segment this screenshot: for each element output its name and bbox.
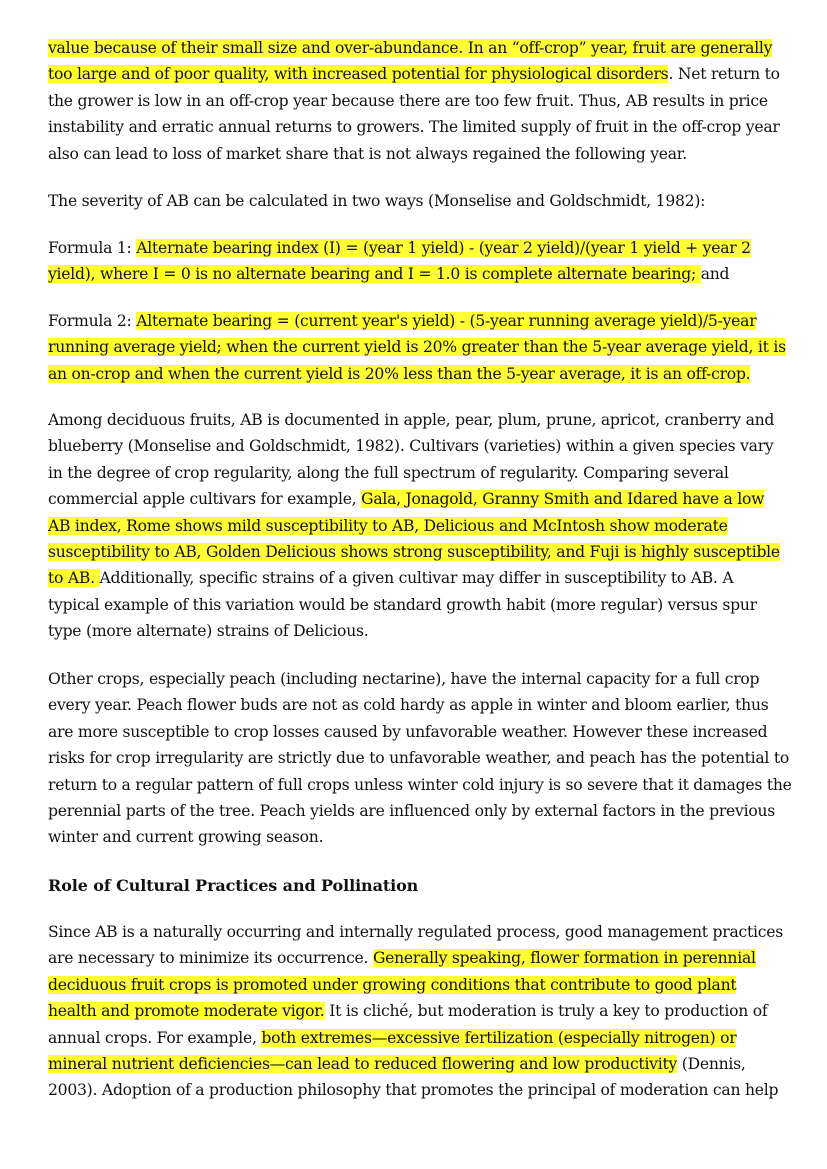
text-run: The severity of AB can be calculated in two ways (Monselise and Goldschmidt, 1982): (48, 192, 706, 210)
paragraph-line (48, 487, 764, 511)
text-run: return to a regular pattern of full crops unless winter cold injury is so severe that it damages the (48, 775, 792, 794)
paragraph-line (48, 720, 767, 744)
text-run: perennial parts of the tree. Peach yields are influenced only by external factors in the previous (48, 802, 775, 820)
paragraph-line (48, 434, 774, 458)
highlighted-text: value because of their small size and over-abundance. In an “off-crop” year, fruit are generally (48, 39, 773, 57)
highlighted-text: running average yield; when the current yield is 20% greater than the 5-year average yield, it is (48, 338, 786, 357)
text-run: are necessary to minimize its occurrence. (48, 949, 373, 968)
paragraph-line (48, 1078, 778, 1102)
paragraph-line (48, 189, 705, 213)
text-run: typical example of this variation would be standard growth habit (more regular) versus spur (48, 595, 757, 614)
highlighted-text: deciduous fruit crops is promoted under growing conditions that contribute to good plant (48, 975, 737, 994)
text-run: the grower is low in an off-crop year because there are too few fruit. Thus, AB results in price (48, 91, 768, 110)
paragraph-line (48, 62, 780, 86)
paragraph-line (48, 236, 751, 260)
paragraph-line (48, 1026, 736, 1050)
paragraph-line (48, 408, 774, 432)
paragraph-line (48, 799, 775, 823)
paragraph-line (48, 362, 750, 386)
paragraph-line (48, 825, 323, 849)
paragraph-line (48, 667, 759, 691)
text-run: Formula 1: (48, 239, 137, 257)
text-run: commercial apple cultivars for example, (48, 490, 362, 509)
text-run: and (700, 265, 730, 284)
highlighted-text: too large and of poor quality, with increased potential for physiological disorders (48, 65, 669, 84)
paragraph-line (48, 115, 780, 139)
text-run: Formula 2: (48, 312, 137, 330)
text-run: (Dennis, (677, 1055, 746, 1073)
paragraph-line (48, 461, 729, 485)
paragraph-line (48, 514, 728, 538)
highlighted-text: to AB. (48, 569, 100, 588)
section-heading (48, 874, 418, 898)
paragraph-line (48, 773, 792, 797)
highlighted-text: Alternate bearing index (I) = (year 1 yield) - (year 2 yield)/(year 1 yield + year 2 (136, 239, 751, 257)
paragraph-line (48, 89, 768, 113)
text-run: also can lead to loss of market share that is not always regained the following year. (48, 144, 688, 163)
paragraph-line (48, 309, 756, 333)
highlighted-text: yield), where I = 0 is no alternate bearing and I = 1.0 is complete alternate bearing; (48, 265, 701, 284)
paragraph-line (48, 973, 736, 997)
text-run: blueberry (Monselise and Goldschmidt, 1982). Cultivars (varieties) within a given species vary (48, 437, 774, 456)
text-run: are more susceptible to crop losses caused by unfavorable weather. However these increased (48, 722, 768, 741)
text-run: Role of Cultural Practices and Pollination (48, 876, 419, 895)
paragraph-line (48, 920, 783, 944)
text-run: type (more alternate) strains of Delicious. (48, 622, 369, 641)
paragraph-line (48, 1052, 746, 1076)
text-run: Since AB is a naturally occurring and internally regulated process, good management practices (48, 923, 783, 941)
paragraph-line (48, 566, 733, 590)
highlighted-text: Gala, Jonagold, Granny Smith and Idared have a low (361, 490, 765, 509)
highlighted-text: mineral nutrient deficiencies—can lead to reduced flowering and low productivity (48, 1055, 678, 1073)
highlighted-text: Alternate bearing = (current year's yield) - (5-year running average yield)/5-year (136, 312, 757, 330)
text-run: Among deciduous fruits, AB is documented in apple, pear, plum, prune, apricot, cranberry and (48, 411, 775, 429)
highlighted-text: Generally speaking, flower formation in perennial (372, 949, 756, 968)
paragraph-line (48, 593, 757, 617)
paragraph-line (48, 540, 780, 564)
text-run: Other crops, especially peach (including nectarine), have the internal capacity for a full crop (48, 670, 760, 688)
paragraph-line (48, 142, 687, 166)
paragraph-line (48, 262, 729, 286)
text-run: . Net return to (668, 65, 780, 84)
highlighted-text: an on-crop and when the current yield is 20% less than the 5-year average, it is an off-crop. (48, 364, 751, 383)
highlighted-text: health and promote moderate vigor. (48, 1002, 325, 1021)
paragraph-line (48, 946, 756, 970)
paragraph-line (48, 619, 368, 643)
paragraph-line (48, 693, 768, 717)
text-run: every year. Peach flower buds are not as cold hardy as apple in winter and bloom earlier, thus (48, 696, 769, 715)
paragraph-line (48, 335, 786, 359)
highlighted-text: both extremes—excessive fertilization (especially nitrogen) or (261, 1028, 737, 1047)
text-run: It is cliché, but moderation is truly a key to production of (324, 1002, 768, 1021)
text-run: Additionally, specific strains of a given cultivar may differ in susceptibility to AB. A (99, 569, 734, 588)
paragraph-line (48, 36, 772, 60)
text-run: 2003). Adoption of a production philosophy that promotes the principal of moderation can help (48, 1081, 779, 1100)
highlighted-text: AB index, Rome shows mild susceptibility to AB, Delicious and McIntosh show moderate (48, 516, 728, 535)
paragraph-line (48, 999, 767, 1023)
paragraph-line (48, 746, 789, 770)
text-run: risks for crop irregularity are strictly due to unfavorable weather, and peach has the potential to (48, 749, 790, 768)
text-run: annual crops. For example, (48, 1028, 262, 1047)
text-run: winter and current growing season. (48, 828, 324, 847)
text-run: in the degree of crop regularity, along the full spectrum of regularity. Comparing several (48, 463, 729, 482)
text-run: instability and erratic annual returns to growers. The limited supply of fruit in the off-crop year (48, 118, 780, 137)
highlighted-text: susceptibility to AB, Golden Delicious shows strong susceptibility, and Fuji is highly susceptible (48, 543, 780, 561)
